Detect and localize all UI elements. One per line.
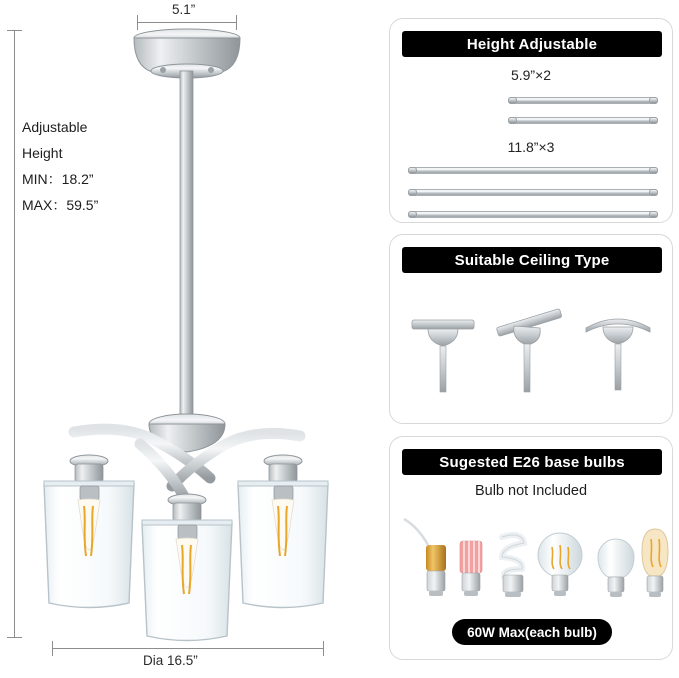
rod-cap-left <box>408 189 417 196</box>
card-ceiling-type <box>389 234 673 424</box>
bulb-not-included-note: Bulb not Included <box>474 483 588 499</box>
glass-shade-right <box>238 455 328 608</box>
down-rod <box>180 71 193 421</box>
sloped-ceiling-mount <box>496 309 562 392</box>
min-height-label: MIN：18.2” <box>22 171 94 187</box>
glass-shade-left <box>44 455 134 608</box>
globe-filament-bulb <box>538 533 582 596</box>
vintage-edison-bulb <box>642 529 668 597</box>
rod-cap-right <box>649 189 658 196</box>
card-suggested-bulbs <box>389 436 673 660</box>
card-bulbs-title: Sugested E26 base bulbs <box>402 449 662 475</box>
rod-cap-left <box>508 97 517 104</box>
spiral-cfl-bulb <box>502 535 524 597</box>
adjustable-label-line1: Adjustable <box>22 119 88 135</box>
card-height-adjustable <box>389 18 673 223</box>
rod-cap-right <box>649 97 658 104</box>
glass-shade-center <box>142 494 232 641</box>
long-rod-label: 11.8”×3 <box>507 139 555 155</box>
max-height-label: MAX：59.5” <box>22 197 99 213</box>
tube-led-bulb <box>404 519 446 596</box>
flat-ceiling-mount <box>412 320 474 392</box>
short-rod-2 <box>508 117 658 124</box>
diameter-dimension-line <box>52 648 324 649</box>
corn-led-bulb <box>460 541 482 596</box>
card-height-title: Height Adjustable <box>402 31 662 57</box>
standard-a19-bulb <box>598 539 634 597</box>
vaulted-ceiling-mount <box>586 319 650 390</box>
diameter-label: Dia 16.5” <box>143 653 198 668</box>
rod-cap-left <box>408 211 417 218</box>
long-rod-3 <box>408 211 658 218</box>
rod-cap-left <box>508 117 517 124</box>
long-rod-1 <box>408 167 658 174</box>
ceiling-type-illustrations <box>390 280 672 430</box>
rod-cap-right <box>649 117 658 124</box>
card-ceiling-title: Suitable Ceiling Type <box>402 247 662 273</box>
short-rod-1 <box>508 97 658 104</box>
max-wattage-badge: 60W Max(each bulb) <box>452 619 612 645</box>
adjustable-label-line2: Height <box>22 145 63 161</box>
rod-cap-left <box>408 167 417 174</box>
long-rod-2 <box>408 189 658 196</box>
bulb-illustrations <box>390 511 672 611</box>
rod-cap-right <box>649 211 658 218</box>
rod-cap-right <box>649 167 658 174</box>
top-width-label: 5.1” <box>172 2 196 17</box>
short-rod-label: 5.9”×2 <box>510 67 552 83</box>
